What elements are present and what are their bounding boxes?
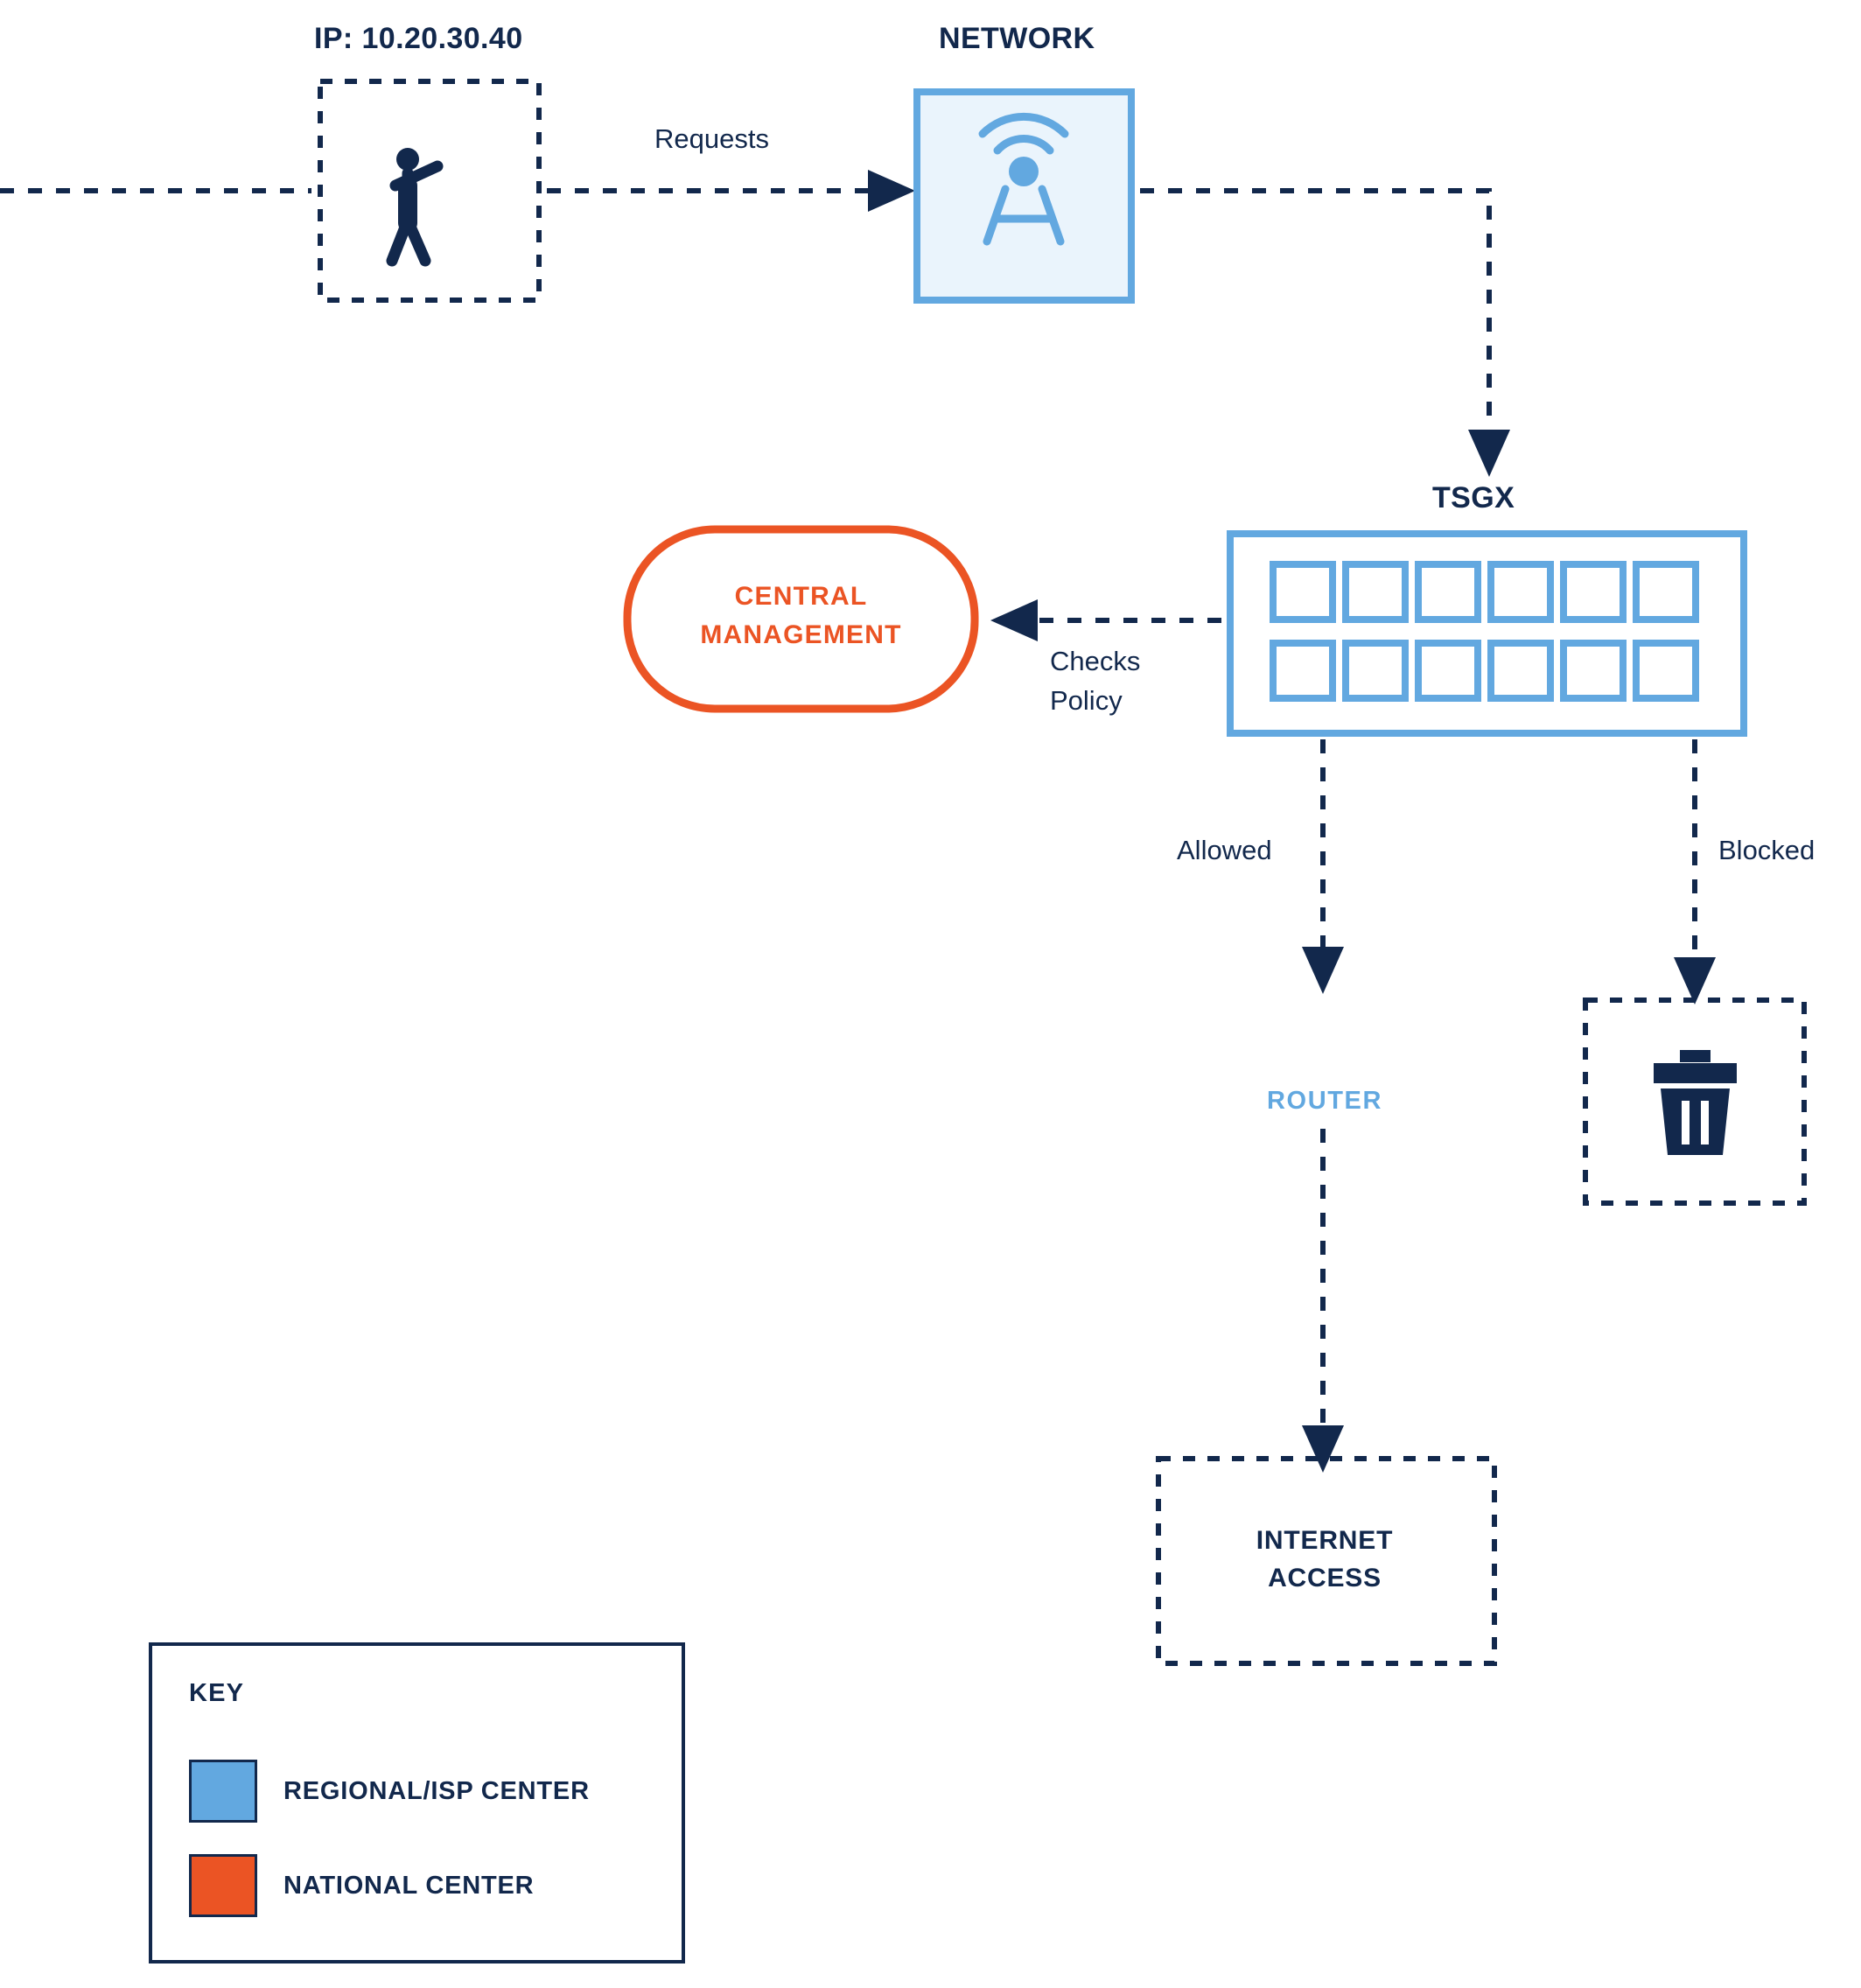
network-box	[917, 92, 1131, 300]
key-swatch-orange	[189, 1854, 257, 1917]
network-label: NETWORK	[939, 22, 1095, 55]
key-item-national-center	[189, 1854, 534, 1917]
blocked-label: Blocked	[1718, 835, 1816, 865]
checks-policy-line1: Checks	[1050, 646, 1141, 676]
key-swatch-blue	[189, 1760, 257, 1823]
key-legend	[149, 1642, 685, 1964]
allowed-label: Allowed	[1177, 835, 1272, 865]
key-label-national-center: NATIONAL CENTER	[283, 1871, 535, 1900]
tsgx-label: TSGX	[1432, 481, 1515, 514]
requests-label: Requests	[654, 123, 769, 154]
key-label-regional-isp-center: REGIONAL/ISP CENTER	[283, 1776, 590, 1805]
internet-access-line2: ACCESS	[1268, 1564, 1382, 1592]
central-management-line2: MANAGEMENT	[700, 620, 902, 649]
trash-icon	[1654, 1050, 1737, 1155]
checks-policy-line2: Policy	[1050, 685, 1123, 716]
internet-access-dashed-box	[1158, 1459, 1494, 1663]
user-dashed-box	[320, 81, 539, 300]
central-management-line1: CENTRAL	[734, 582, 868, 611]
network-to-tsgx-connector	[1140, 191, 1489, 461]
router-label: ROUTER	[1267, 1087, 1383, 1115]
internet-access-line1: INTERNET	[1256, 1526, 1394, 1555]
key-title: KEY	[189, 1679, 245, 1707]
person-icon	[392, 148, 437, 261]
user-ip-label: IP: 10.20.30.40	[314, 22, 523, 55]
key-item-regional-isp-center	[189, 1760, 590, 1823]
